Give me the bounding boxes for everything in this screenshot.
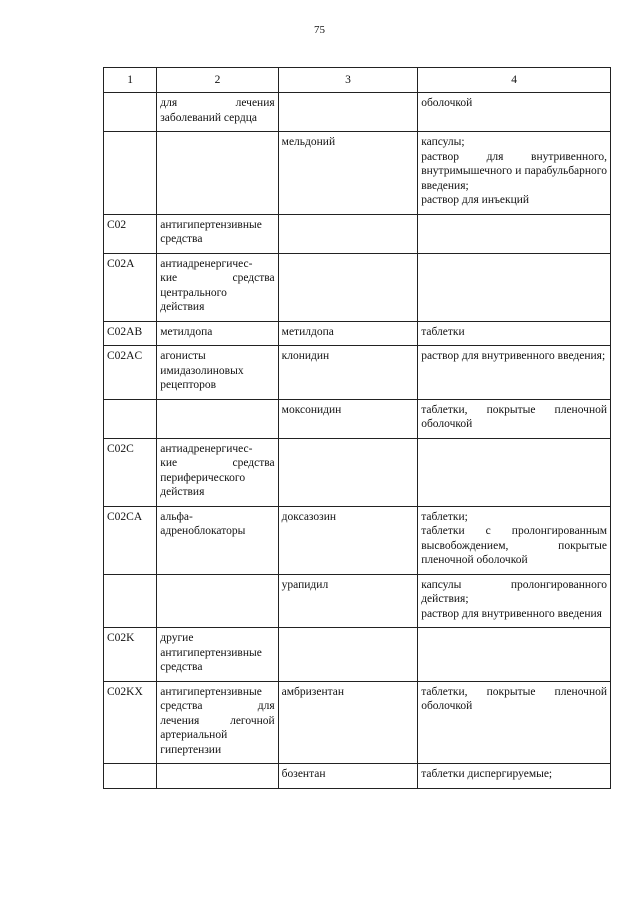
- atc-code-cell: C02: [104, 214, 157, 253]
- dosage-form-cell: [418, 321, 611, 346]
- atc-code-cell: C02AC: [104, 346, 157, 400]
- group-line: другие: [160, 632, 194, 644]
- atc-code-cell: C02CA: [104, 506, 157, 574]
- group-line: имидазолиновых: [160, 364, 244, 377]
- dosage-form-cell: [418, 438, 611, 506]
- table-row: [104, 764, 611, 789]
- header-cell: 4: [418, 68, 611, 93]
- dosage-form: таблетки;: [421, 510, 468, 523]
- atc-code-cell: [104, 574, 157, 628]
- dosage-form: оболочкой: [421, 97, 473, 109]
- dosage-form: капсулы пролонгированного действия;: [421, 578, 607, 605]
- dosage-form-cell: [418, 214, 611, 253]
- group-line: адреноблокаторы: [160, 525, 246, 537]
- group-line: агонисты: [160, 350, 206, 362]
- dosage-form-cell: [418, 399, 611, 438]
- dosage-form-cell: [418, 681, 611, 764]
- drug-name-cell: амбризентан: [278, 681, 418, 764]
- drug-name-cell: [278, 214, 418, 253]
- group-line: периферического: [160, 471, 246, 484]
- table-row: [104, 132, 611, 215]
- page-number: 75: [314, 24, 325, 36]
- header-cell: 2: [157, 68, 278, 93]
- table-row: [104, 321, 611, 346]
- drug-name-cell: [278, 253, 418, 321]
- table-row: [104, 506, 611, 574]
- group-cell: [157, 321, 278, 346]
- drug-name-cell: метилдопа: [278, 321, 418, 346]
- header-row: [104, 68, 611, 93]
- group-cell: [157, 253, 278, 321]
- group-line: антигипертензивные: [160, 218, 262, 231]
- group-line: антиадренергичес-: [160, 257, 253, 270]
- group-line: для лечения: [160, 97, 275, 109]
- dosage-form-cell: [418, 764, 611, 789]
- dosage-form-cell: [418, 506, 611, 574]
- group-line: лечения легочной: [160, 714, 275, 727]
- group-cell: [157, 132, 278, 215]
- group-line: гипертензии: [160, 743, 222, 756]
- dosage-form: раствор для внутривенного, внутримышечного и парабульбарного введения;: [421, 150, 607, 192]
- dosage-form-cell: [418, 346, 611, 400]
- drug-name-cell: урапидил: [278, 574, 418, 628]
- group-line: альфа-: [160, 510, 193, 523]
- table-row: [104, 93, 611, 132]
- group-cell: [157, 628, 278, 682]
- atc-code-cell: [104, 93, 157, 132]
- group-cell: [157, 399, 278, 438]
- group-line: кие средства: [160, 457, 275, 469]
- group-cell: [157, 574, 278, 628]
- group-cell: [157, 438, 278, 506]
- group-line: средства для: [160, 700, 275, 712]
- header-cell: 3: [278, 68, 418, 93]
- drug-table: [103, 67, 611, 789]
- group-line: действия: [160, 486, 205, 498]
- atc-code-cell: C02C: [104, 438, 157, 506]
- dosage-form: раствор для внутривенного введения: [421, 607, 602, 620]
- header-cell: 1: [104, 68, 157, 93]
- table-row: [104, 574, 611, 628]
- dosage-form: таблетки: [421, 325, 465, 338]
- atc-code-cell: [104, 399, 157, 438]
- dosage-form-cell: [418, 628, 611, 682]
- group-cell: [157, 214, 278, 253]
- group-line: средства: [160, 661, 203, 673]
- dosage-form-cell: [418, 132, 611, 215]
- group-line: антиадренергичес-: [160, 442, 253, 455]
- group-line: центрального: [160, 286, 227, 299]
- group-cell: [157, 764, 278, 789]
- group-line: антигипертензивные: [160, 685, 262, 698]
- atc-code-cell: C02K: [104, 628, 157, 682]
- dosage-form: раствор для инъекций: [421, 194, 530, 206]
- drug-name-cell: доксазозин: [278, 506, 418, 574]
- table-row: [104, 253, 611, 321]
- table-row: [104, 346, 611, 400]
- group-line: артериальной: [160, 729, 228, 741]
- table-row: [104, 214, 611, 253]
- group-cell: [157, 346, 278, 400]
- drug-name-cell: бозентан: [278, 764, 418, 789]
- dosage-form: капсулы;: [421, 136, 465, 148]
- group-cell: [157, 506, 278, 574]
- group-line: рецепторов: [160, 379, 217, 391]
- group-cell: [157, 93, 278, 132]
- atc-code-cell: [104, 764, 157, 789]
- drug-name-cell: моксонидин: [278, 399, 418, 438]
- group-line: средства: [160, 233, 203, 245]
- dosage-form: таблетки диспергируемые;: [421, 768, 553, 780]
- group-cell: [157, 681, 278, 764]
- dosage-form-cell: [418, 93, 611, 132]
- group-line: кие средства: [160, 272, 275, 284]
- drug-name-cell: клонидин: [278, 346, 418, 400]
- table-row: [104, 628, 611, 682]
- dosage-form-cell: [418, 574, 611, 628]
- dosage-form: таблетки с пролонгированным высвобождением, покрытые пленочной оболочкой: [421, 525, 607, 566]
- table-row: [104, 399, 611, 438]
- group-line: заболеваний сердца: [160, 111, 257, 124]
- group-line: метилдопа: [160, 325, 213, 338]
- table-row: [104, 438, 611, 506]
- group-line: антигипертензивные: [160, 646, 262, 659]
- drug-name-cell: [278, 438, 418, 506]
- dosage-form: таблетки, покрытые пленочной оболочкой: [421, 685, 607, 712]
- drug-name-cell: [278, 628, 418, 682]
- drug-name-cell: [278, 93, 418, 132]
- atc-code-cell: [104, 132, 157, 215]
- table-row: [104, 681, 611, 764]
- atc-code-cell: C02A: [104, 253, 157, 321]
- dosage-form-cell: [418, 253, 611, 321]
- drug-name-cell: мельдоний: [278, 132, 418, 215]
- dosage-form: таблетки, покрытые пленочной оболочкой: [421, 403, 607, 430]
- atc-code-cell: C02KX: [104, 681, 157, 764]
- group-line: действия: [160, 301, 205, 313]
- atc-code-cell: C02AB: [104, 321, 157, 346]
- dosage-form: раствор для внутривенного введения;: [421, 350, 606, 362]
